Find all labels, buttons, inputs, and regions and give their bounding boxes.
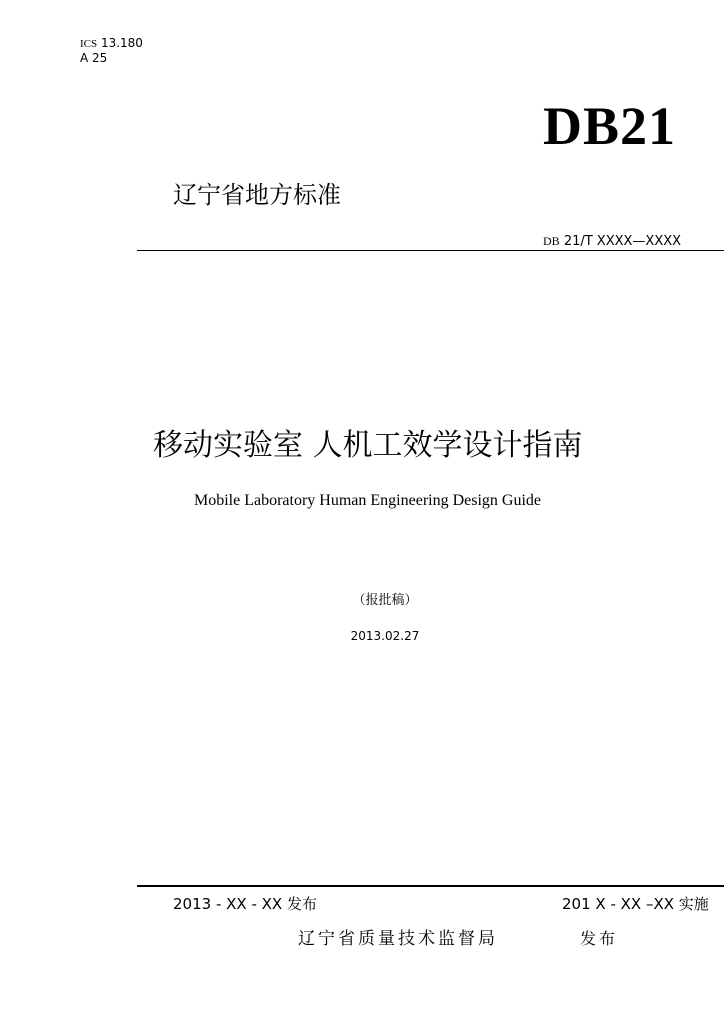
standard-number xyxy=(543,233,681,250)
ics-prefix: ICS xyxy=(80,38,98,50)
implement-date: 201 X - XX –XX 实施 xyxy=(562,895,709,913)
issuing-authority-suffix: 发布 xyxy=(580,929,619,948)
publish-date: 2013 - XX - XX 发布 xyxy=(173,895,317,913)
issuing-authority: 辽宁省质量技术监督局 xyxy=(298,929,498,949)
document-title-english: Mobile Laboratory Human Engineering Design Guide xyxy=(194,492,542,509)
standard-number-value: 21/T XXXX—XXXX xyxy=(563,234,682,249)
bottom-divider xyxy=(137,885,724,887)
db-logo: DB21 xyxy=(543,96,677,156)
ics-code xyxy=(80,36,143,51)
standard-number-prefix: DB xyxy=(543,234,560,248)
top-divider xyxy=(137,250,724,251)
category-code: A 25 xyxy=(80,51,108,65)
standard-type-label: 辽宁省地方标准 xyxy=(173,181,341,209)
document-title-chinese: 移动实验室 人机工效学设计指南 xyxy=(153,428,583,463)
ics-number: 13.180 xyxy=(100,36,143,50)
draft-date: 2013.02.27 xyxy=(350,629,420,643)
draft-status: （报批稿） xyxy=(352,593,418,608)
